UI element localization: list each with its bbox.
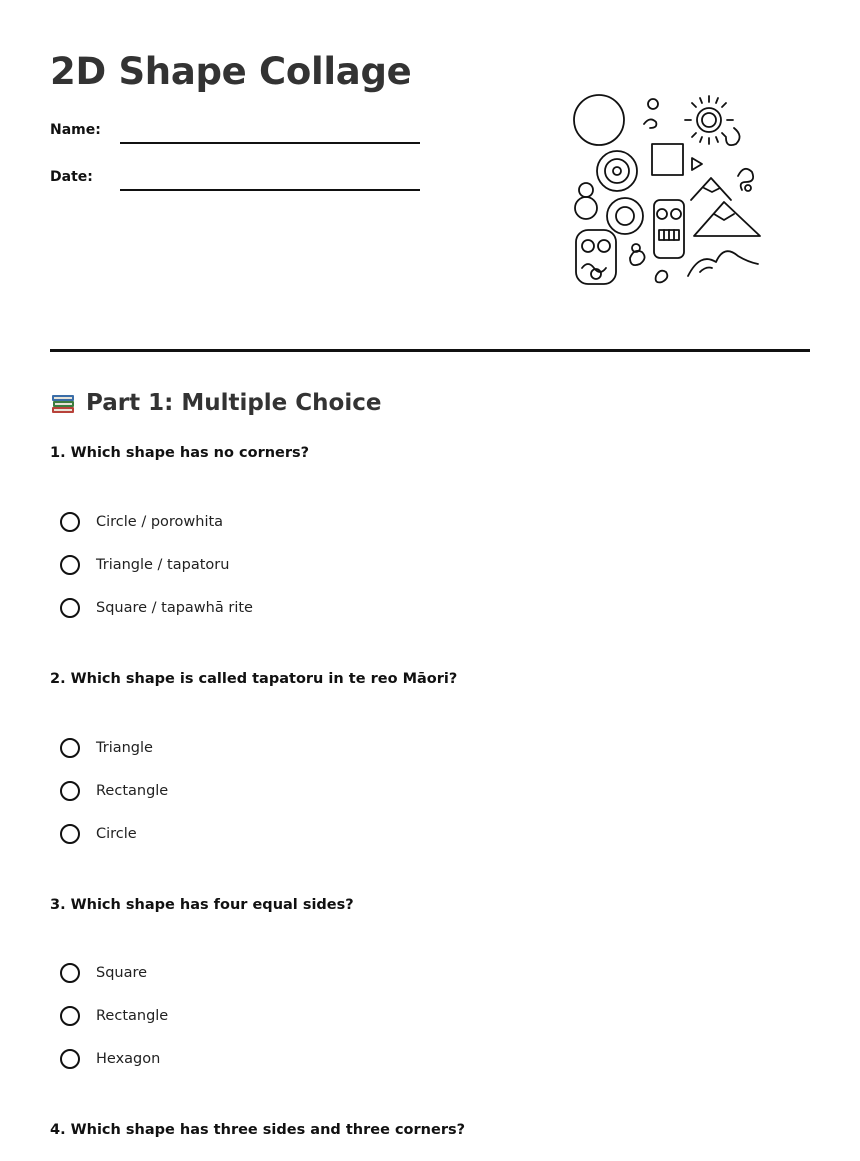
q1-option-1[interactable] (60, 509, 223, 535)
books-icon (50, 390, 76, 416)
option-label: Hexagon (96, 1051, 161, 1067)
name-input-line[interactable] (120, 142, 420, 144)
date-input-line[interactable] (120, 189, 420, 191)
radio-button[interactable] (60, 555, 80, 575)
option-label: Square (96, 965, 148, 981)
ring-shape (607, 198, 643, 234)
question-1: 1. Which shape has no corners? (50, 445, 310, 461)
sun-icon (685, 96, 733, 144)
radio-button[interactable] (60, 824, 80, 844)
question-2: 2. Which shape is called tapatoru in te reo Māori? (50, 671, 458, 687)
question-3: 3. Which shape has four equal sides? (50, 897, 354, 913)
option-label: Rectangle (96, 1008, 169, 1024)
section-title (50, 390, 381, 416)
q3-option-2[interactable] (60, 1003, 168, 1029)
option-label: Triangle / tapatoru (96, 557, 230, 573)
option-label: Square / tapawhā rite (96, 600, 253, 616)
koru-face (576, 230, 616, 284)
q1-option-2[interactable] (60, 552, 229, 578)
option-label: Rectangle (96, 783, 169, 799)
q2-option-1[interactable] (60, 735, 153, 761)
hills-shape (688, 251, 758, 276)
q2-option-3[interactable] (60, 821, 137, 847)
q3-option-1[interactable] (60, 960, 147, 986)
radio-button[interactable] (60, 598, 80, 618)
date-field[interactable] (50, 169, 430, 199)
tiki-carving (654, 200, 684, 258)
square-shape (652, 144, 683, 175)
question-4: 4. Which shape has three sides and three corners? (50, 1122, 466, 1138)
q1-option-3[interactable] (60, 595, 253, 621)
option-label: Circle (96, 826, 137, 842)
worksheet-title: 2D Shape Collage (50, 50, 412, 93)
radio-button[interactable] (60, 963, 80, 983)
q3-option-3[interactable] (60, 1046, 160, 1072)
name-field[interactable] (50, 122, 430, 152)
radio-button[interactable] (60, 512, 80, 532)
date-label: Date: (50, 169, 93, 185)
q2-option-2[interactable] (60, 778, 168, 804)
option-label: Circle / porowhita (96, 514, 224, 530)
name-label: Name: (50, 122, 101, 138)
option-label: Triangle (96, 740, 153, 756)
radio-button[interactable] (60, 1006, 80, 1026)
radio-button[interactable] (60, 781, 80, 801)
shape-collage-illustration (566, 88, 772, 294)
section-title-text: Part 1: Multiple Choice (86, 390, 382, 416)
section-divider (50, 349, 810, 352)
circle-shape (574, 95, 624, 145)
radio-button[interactable] (60, 1049, 80, 1069)
target-circles (597, 151, 637, 191)
radio-button[interactable] (60, 738, 80, 758)
